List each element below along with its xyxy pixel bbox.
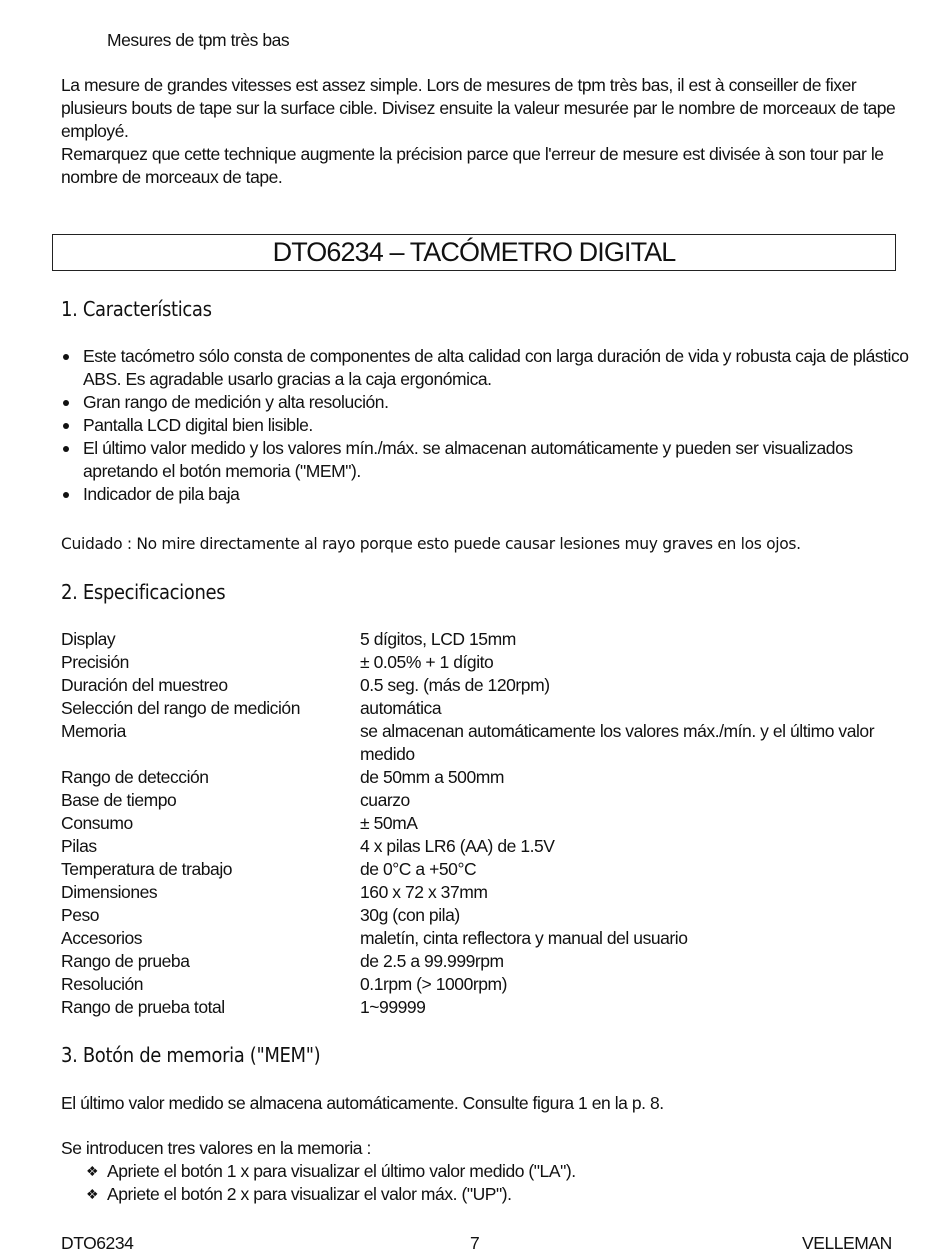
pre-section-body <box>61 74 901 189</box>
memory-step-item <box>86 1160 576 1183</box>
spec-row <box>61 766 921 789</box>
spec-label: Accesorios <box>61 928 143 948</box>
spec-value <box>360 973 900 996</box>
spec-label: Rango de prueba total <box>61 997 225 1017</box>
spec-value <box>360 628 900 651</box>
spec-value <box>360 858 900 881</box>
feature-item <box>61 414 921 437</box>
spec-label: Display <box>61 629 116 649</box>
spec-row <box>61 674 921 697</box>
feature-item <box>61 437 921 483</box>
spec-value <box>360 789 900 812</box>
spec-value <box>360 950 900 973</box>
memory-step-text: Apriete el botón 2 x para visualizar el valor máx. ("UP"). <box>107 1184 512 1204</box>
memory-list-intro: Se introducen tres valores en la memoria : <box>61 1138 371 1158</box>
feature-item-line: Indicador de pila baja <box>83 484 240 504</box>
spec-value-line: de 2.5 a 99.999rpm <box>360 951 504 971</box>
feature-item <box>61 391 921 414</box>
spec-value <box>360 651 900 674</box>
pre-section-line: Remarquez que cette technique augmente la précision parce que l'erreur de mesure est divisée à son tour par le <box>61 144 884 164</box>
spec-value <box>360 720 900 766</box>
spec-label: Precisión <box>61 652 129 672</box>
pre-section-line: nombre de morceaux de tape. <box>61 167 283 187</box>
spec-value <box>360 904 900 927</box>
spec-value-line: ± 50mA <box>360 813 418 833</box>
features-list <box>61 345 921 506</box>
memory-step-item <box>86 1183 576 1206</box>
spec-value-line: 0.5 seg. (más de 120rpm) <box>360 675 550 695</box>
spec-row <box>61 904 921 927</box>
spec-value <box>360 812 900 835</box>
spec-label: Selección del rango de medición <box>61 698 300 718</box>
spec-label: Consumo <box>61 813 133 833</box>
spec-label: Memoria <box>61 721 126 741</box>
section-heading-boton-memoria: 3. Botón de memoria ("MEM") <box>61 1043 321 1067</box>
spec-value <box>360 674 900 697</box>
section-heading-caracteristicas: 1. Características <box>61 297 212 321</box>
feature-item-line: Pantalla LCD digital bien lisible. <box>83 415 313 435</box>
spec-value-line: de 50mm a 500mm <box>360 767 505 787</box>
spec-label: Resolución <box>61 974 144 994</box>
spec-row <box>61 651 921 674</box>
footer-brand: VELLEMAN <box>802 1233 892 1253</box>
spec-value-line: 1~99999 <box>360 997 426 1017</box>
feature-item-line: ABS. Es agradable usarlo gracias a la caja ergonómica. <box>83 369 492 389</box>
spec-value-line: medido <box>360 744 415 764</box>
memory-intro-text: El último valor medido se almacena automáticamente. Consulte figura 1 en la p. 8. <box>61 1093 664 1113</box>
spec-row <box>61 628 921 651</box>
caution-note: Cuidado : No mire directamente al rayo porque esto puede causar lesiones muy graves en los ojos. <box>61 534 801 553</box>
spec-row <box>61 697 921 720</box>
document-title: DTO6234 – TACÓMETRO DIGITAL <box>272 237 676 267</box>
section-heading-especificaciones: 2. Especificaciones <box>61 580 226 604</box>
spec-value-line: 0.1rpm (> 1000rpm) <box>360 974 508 994</box>
spec-label: Peso <box>61 905 100 925</box>
spec-value <box>360 835 900 858</box>
diamond-bullet-icon: ❖ <box>86 1163 99 1179</box>
spec-value-line: 5 dígitos, LCD 15mm <box>360 629 516 649</box>
document-title-box <box>52 234 896 271</box>
feature-item-line: Este tacómetro sólo consta de componentes de alta calidad con larga duración de vida y robusta caja de plástico <box>83 346 909 366</box>
feature-item-line: El último valor medido y los valores mín./máx. se almacenan automáticamente y pueden ser visualizados <box>83 438 853 458</box>
spec-row <box>61 927 921 950</box>
spec-row <box>61 950 921 973</box>
spec-value <box>360 697 900 720</box>
pre-section-line: employé. <box>61 121 129 141</box>
memory-step-text: Apriete el botón 1 x para visualizar el último valor medido ("LA"). <box>107 1161 576 1181</box>
spec-label: Rango de prueba <box>61 951 190 971</box>
spec-value-line: se almacenan automáticamente los valores máx./mín. y el último valor <box>360 721 875 741</box>
spec-value <box>360 881 900 904</box>
spec-value-line: 4 x pilas LR6 (AA) de 1.5V <box>360 836 555 856</box>
spec-value-line: maletín, cinta reflectora y manual del usuario <box>360 928 688 948</box>
spec-row <box>61 858 921 881</box>
diamond-bullet-icon: ❖ <box>86 1186 99 1202</box>
pre-section-line: La mesure de grandes vitesses est assez simple. Lors de mesures de tpm très bas, il est à conseiller de fixer <box>61 75 857 95</box>
pre-section-line: plusieurs bouts de tape sur la surface cible. Divisez ensuite la valeur mesurée par le nombre de morceaux de tape <box>61 98 896 118</box>
feature-item <box>61 345 921 391</box>
spec-value <box>360 766 900 789</box>
spec-label: Pilas <box>61 836 97 856</box>
footer-page-number: 7 <box>470 1233 480 1253</box>
spec-row <box>61 720 921 766</box>
memory-steps-list <box>86 1160 576 1206</box>
spec-row <box>61 812 921 835</box>
spec-value <box>360 996 900 1019</box>
spec-value-line: de 0°C a +50°C <box>360 859 477 879</box>
feature-item-line: apretando el botón memoria ("MEM"). <box>83 461 361 481</box>
spec-row <box>61 835 921 858</box>
spec-value-line: 160 x 72 x 37mm <box>360 882 488 902</box>
spec-row <box>61 996 921 1019</box>
spec-label: Base de tiempo <box>61 790 177 810</box>
spec-label: Temperatura de trabajo <box>61 859 233 879</box>
spec-label: Dimensiones <box>61 882 158 902</box>
spec-row <box>61 881 921 904</box>
spec-value-line: automática <box>360 698 442 718</box>
feature-item <box>61 483 921 506</box>
spec-label: Duración del muestreo <box>61 675 228 695</box>
footer-model: DTO6234 <box>61 1233 134 1253</box>
feature-item-line: Gran rango de medición y alta resolución. <box>83 392 389 412</box>
spec-row <box>61 973 921 996</box>
spec-value <box>360 927 900 950</box>
specifications-table <box>61 628 921 1019</box>
pre-section-heading: Mesures de tpm très bas <box>107 30 290 50</box>
spec-value-line: cuarzo <box>360 790 410 810</box>
spec-value-line: ± 0.05% + 1 dígito <box>360 652 494 672</box>
spec-row <box>61 789 921 812</box>
spec-label: Rango de detección <box>61 767 209 787</box>
spec-value-line: 30g (con pila) <box>360 905 460 925</box>
